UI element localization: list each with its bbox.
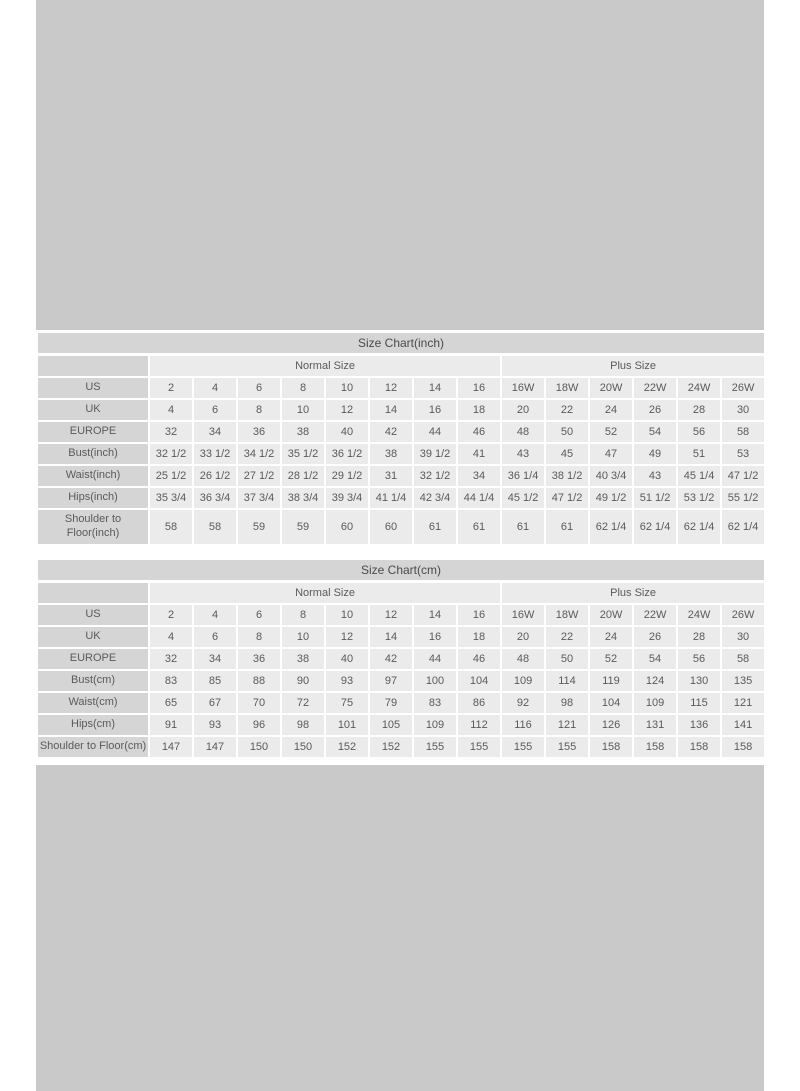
cell-value: 38 3/4: [282, 488, 324, 508]
cell-value: 56: [678, 422, 720, 442]
cell-value: 147: [150, 737, 192, 757]
cell-value: 14: [370, 400, 412, 420]
cell-value: 16: [414, 400, 456, 420]
row-label: US: [38, 378, 148, 398]
cell-value: 14: [370, 627, 412, 647]
cell-value: 8: [238, 400, 280, 420]
cell-value: 26: [634, 627, 676, 647]
cell-value: 28: [678, 627, 720, 647]
cell-value: 75: [326, 693, 368, 713]
chart-title-cm: Size Chart(cm): [38, 560, 764, 580]
cell-value: 135: [722, 671, 764, 691]
cell-value: 46: [458, 649, 500, 669]
cell-value: 97: [370, 671, 412, 691]
cell-value: 34: [194, 649, 236, 669]
cell-value: 25 1/2: [150, 466, 192, 486]
cell-value: 12: [370, 378, 412, 398]
cell-value: 152: [326, 737, 368, 757]
cell-value: 101: [326, 715, 368, 735]
cell-value: 49: [634, 444, 676, 464]
cell-value: 2: [150, 378, 192, 398]
cell-value: 158: [590, 737, 632, 757]
row-label: Hips(cm): [38, 715, 148, 735]
cell-value: 150: [282, 737, 324, 757]
cell-value: 93: [326, 671, 368, 691]
cell-value: 54: [634, 649, 676, 669]
cell-value: 42: [370, 649, 412, 669]
cell-value: 24W: [678, 605, 720, 625]
cell-value: 115: [678, 693, 720, 713]
cell-value: 45 1/2: [502, 488, 544, 508]
cell-value: 158: [722, 737, 764, 757]
cell-value: 72: [282, 693, 324, 713]
cell-value: 8: [238, 627, 280, 647]
cell-value: 8: [282, 605, 324, 625]
cell-value: 109: [414, 715, 456, 735]
cell-value: 12: [326, 627, 368, 647]
corner-cell: [38, 583, 148, 603]
cell-value: 37 3/4: [238, 488, 280, 508]
cell-value: 42 3/4: [414, 488, 456, 508]
cell-value: 60: [370, 510, 412, 544]
cell-value: 83: [414, 693, 456, 713]
cell-value: 40: [326, 422, 368, 442]
row-label: Bust(cm): [38, 671, 148, 691]
cell-value: 61: [458, 510, 500, 544]
cell-value: 4: [194, 378, 236, 398]
group-header-cell: Normal Size: [150, 583, 500, 603]
cell-value: 47: [590, 444, 632, 464]
row-label: EUROPE: [38, 649, 148, 669]
cell-value: 152: [370, 737, 412, 757]
table-row: [38, 715, 764, 735]
cell-value: 38 1/2: [546, 466, 588, 486]
cell-value: 36 3/4: [194, 488, 236, 508]
cell-value: 70: [238, 693, 280, 713]
cell-value: 121: [546, 715, 588, 735]
cell-value: 32: [150, 422, 192, 442]
cell-value: 20W: [590, 378, 632, 398]
table-row: [38, 737, 764, 757]
cell-value: 40 3/4: [590, 466, 632, 486]
cell-value: 62 1/4: [722, 510, 764, 544]
cell-value: 30: [722, 400, 764, 420]
cell-value: 55 1/2: [722, 488, 764, 508]
cell-value: 121: [722, 693, 764, 713]
cell-value: 96: [238, 715, 280, 735]
cell-value: 114: [546, 671, 588, 691]
table-row: [38, 627, 764, 647]
cell-value: 16W: [502, 378, 544, 398]
cell-value: 35 1/2: [282, 444, 324, 464]
cell-value: 158: [634, 737, 676, 757]
cell-value: 40: [326, 649, 368, 669]
cell-value: 18: [458, 400, 500, 420]
table-row: [38, 422, 764, 442]
group-header-row: [38, 356, 764, 376]
cell-value: 16: [414, 627, 456, 647]
row-label: Waist(inch): [38, 466, 148, 486]
cell-value: 105: [370, 715, 412, 735]
row-label: UK: [38, 400, 148, 420]
cell-value: 10: [282, 400, 324, 420]
cell-value: 26W: [722, 605, 764, 625]
row-label: Shoulder to Floor(inch): [38, 510, 148, 544]
cell-value: 46: [458, 422, 500, 442]
cell-value: 155: [414, 737, 456, 757]
top-gray-panel: [36, 0, 764, 330]
cell-value: 16W: [502, 605, 544, 625]
cell-value: 22W: [634, 378, 676, 398]
chart-title-inch: Size Chart(inch): [38, 333, 764, 353]
cell-value: 41 1/4: [370, 488, 412, 508]
cell-value: 38: [282, 422, 324, 442]
cell-value: 50: [546, 422, 588, 442]
cell-value: 53: [722, 444, 764, 464]
row-label: Hips(inch): [38, 488, 148, 508]
cell-value: 30: [722, 627, 764, 647]
cell-value: 38: [282, 649, 324, 669]
cell-value: 14: [414, 605, 456, 625]
cell-value: 155: [458, 737, 500, 757]
cell-value: 4: [150, 627, 192, 647]
cell-value: 42: [370, 422, 412, 442]
cell-value: 26: [634, 400, 676, 420]
cell-value: 36 1/2: [326, 444, 368, 464]
table-row: [38, 378, 764, 398]
cell-value: 38: [370, 444, 412, 464]
cell-value: 85: [194, 671, 236, 691]
row-label: Bust(inch): [38, 444, 148, 464]
row-label: Shoulder to Floor(cm): [38, 737, 148, 757]
cell-value: 141: [722, 715, 764, 735]
cell-value: 32 1/2: [414, 466, 456, 486]
cell-value: 131: [634, 715, 676, 735]
cell-value: 136: [678, 715, 720, 735]
cell-value: 109: [634, 693, 676, 713]
cell-value: 44: [414, 422, 456, 442]
cell-value: 155: [502, 737, 544, 757]
row-label: EUROPE: [38, 422, 148, 442]
cell-value: 60: [326, 510, 368, 544]
cell-value: 83: [150, 671, 192, 691]
cell-value: 6: [238, 378, 280, 398]
cell-value: 22: [546, 627, 588, 647]
cell-value: 51: [678, 444, 720, 464]
cell-value: 52: [590, 422, 632, 442]
cell-value: 62 1/4: [590, 510, 632, 544]
size-chart-cm: [38, 560, 764, 759]
cell-value: 33 1/2: [194, 444, 236, 464]
cell-value: 2: [150, 605, 192, 625]
corner-cell: [38, 356, 148, 376]
cell-value: 48: [502, 422, 544, 442]
cell-value: 130: [678, 671, 720, 691]
cell-value: 62 1/4: [634, 510, 676, 544]
cell-value: 147: [194, 737, 236, 757]
cell-value: 44 1/4: [458, 488, 500, 508]
cell-value: 155: [546, 737, 588, 757]
cell-value: 18W: [546, 378, 588, 398]
cell-value: 104: [458, 671, 500, 691]
cell-value: 10: [326, 605, 368, 625]
cell-value: 86: [458, 693, 500, 713]
cell-value: 88: [238, 671, 280, 691]
cell-value: 67: [194, 693, 236, 713]
cell-value: 20: [502, 627, 544, 647]
cell-value: 109: [502, 671, 544, 691]
cell-value: 61: [502, 510, 544, 544]
cell-value: 34 1/2: [238, 444, 280, 464]
cell-value: 24: [590, 400, 632, 420]
cell-value: 31: [370, 466, 412, 486]
cell-value: 6: [194, 627, 236, 647]
cell-value: 10: [282, 627, 324, 647]
cell-value: 116: [502, 715, 544, 735]
cell-value: 32: [150, 649, 192, 669]
cell-value: 28 1/2: [282, 466, 324, 486]
cell-value: 98: [546, 693, 588, 713]
table-row: [38, 671, 764, 691]
cell-value: 90: [282, 671, 324, 691]
cell-value: 58: [150, 510, 192, 544]
cell-value: 28: [678, 400, 720, 420]
cell-value: 58: [722, 649, 764, 669]
cell-value: 4: [194, 605, 236, 625]
cell-value: 158: [678, 737, 720, 757]
cell-value: 34: [194, 422, 236, 442]
cell-value: 52: [590, 649, 632, 669]
row-label: US: [38, 605, 148, 625]
size-table-cm: [36, 581, 766, 759]
cell-value: 6: [238, 605, 280, 625]
cell-value: 91: [150, 715, 192, 735]
cell-value: 126: [590, 715, 632, 735]
cell-value: 43: [634, 466, 676, 486]
cell-value: 26 1/2: [194, 466, 236, 486]
cell-value: 100: [414, 671, 456, 691]
cell-value: 26W: [722, 378, 764, 398]
cell-value: 45: [546, 444, 588, 464]
cell-value: 32 1/2: [150, 444, 192, 464]
cell-value: 16: [458, 605, 500, 625]
cell-value: 47 1/2: [722, 466, 764, 486]
cell-value: 150: [238, 737, 280, 757]
cell-value: 20: [502, 400, 544, 420]
cell-value: 51 1/2: [634, 488, 676, 508]
cell-value: 27 1/2: [238, 466, 280, 486]
cell-value: 59: [238, 510, 280, 544]
cell-value: 35 3/4: [150, 488, 192, 508]
cell-value: 22: [546, 400, 588, 420]
cell-value: 54: [634, 422, 676, 442]
cell-value: 36 1/4: [502, 466, 544, 486]
cell-value: 6: [194, 400, 236, 420]
cell-value: 112: [458, 715, 500, 735]
cell-value: 61: [546, 510, 588, 544]
group-header-row: [38, 583, 764, 603]
cell-value: 22W: [634, 605, 676, 625]
cell-value: 14: [414, 378, 456, 398]
cell-value: 65: [150, 693, 192, 713]
cell-value: 58: [194, 510, 236, 544]
cell-value: 98: [282, 715, 324, 735]
cell-value: 4: [150, 400, 192, 420]
cell-value: 24W: [678, 378, 720, 398]
group-header-cell: Normal Size: [150, 356, 500, 376]
cell-value: 93: [194, 715, 236, 735]
size-table-inch: [36, 354, 766, 546]
cell-value: 41: [458, 444, 500, 464]
cell-value: 59: [282, 510, 324, 544]
table-row: [38, 444, 764, 464]
cell-value: 53 1/2: [678, 488, 720, 508]
cell-value: 29 1/2: [326, 466, 368, 486]
cell-value: 45 1/4: [678, 466, 720, 486]
group-header-cell: Plus Size: [502, 583, 764, 603]
cell-value: 18: [458, 627, 500, 647]
cell-value: 34: [458, 466, 500, 486]
bottom-gray-panel: [36, 765, 764, 1091]
row-label: Waist(cm): [38, 693, 148, 713]
cell-value: 47 1/2: [546, 488, 588, 508]
cell-value: 50: [546, 649, 588, 669]
cell-value: 8: [282, 378, 324, 398]
row-label: UK: [38, 627, 148, 647]
table-row: [38, 693, 764, 713]
cell-value: 16: [458, 378, 500, 398]
cell-value: 39 3/4: [326, 488, 368, 508]
cell-value: 39 1/2: [414, 444, 456, 464]
cell-value: 44: [414, 649, 456, 669]
cell-value: 61: [414, 510, 456, 544]
group-header-cell: Plus Size: [502, 356, 764, 376]
cell-value: 12: [326, 400, 368, 420]
table-row: [38, 466, 764, 486]
cell-value: 20W: [590, 605, 632, 625]
cell-value: 48: [502, 649, 544, 669]
cell-value: 58: [722, 422, 764, 442]
cell-value: 49 1/2: [590, 488, 632, 508]
cell-value: 79: [370, 693, 412, 713]
cell-value: 104: [590, 693, 632, 713]
cell-value: 43: [502, 444, 544, 464]
cell-value: 56: [678, 649, 720, 669]
size-chart-inch: [38, 333, 764, 546]
table-row: [38, 649, 764, 669]
cell-value: 62 1/4: [678, 510, 720, 544]
table-row: [38, 488, 764, 508]
cell-value: 36: [238, 649, 280, 669]
cell-value: 18W: [546, 605, 588, 625]
cell-value: 119: [590, 671, 632, 691]
cell-value: 124: [634, 671, 676, 691]
table-row: [38, 400, 764, 420]
cell-value: 10: [326, 378, 368, 398]
cell-value: 36: [238, 422, 280, 442]
table-row: [38, 510, 764, 544]
cell-value: 12: [370, 605, 412, 625]
cell-value: 24: [590, 627, 632, 647]
cell-value: 92: [502, 693, 544, 713]
table-row: [38, 605, 764, 625]
